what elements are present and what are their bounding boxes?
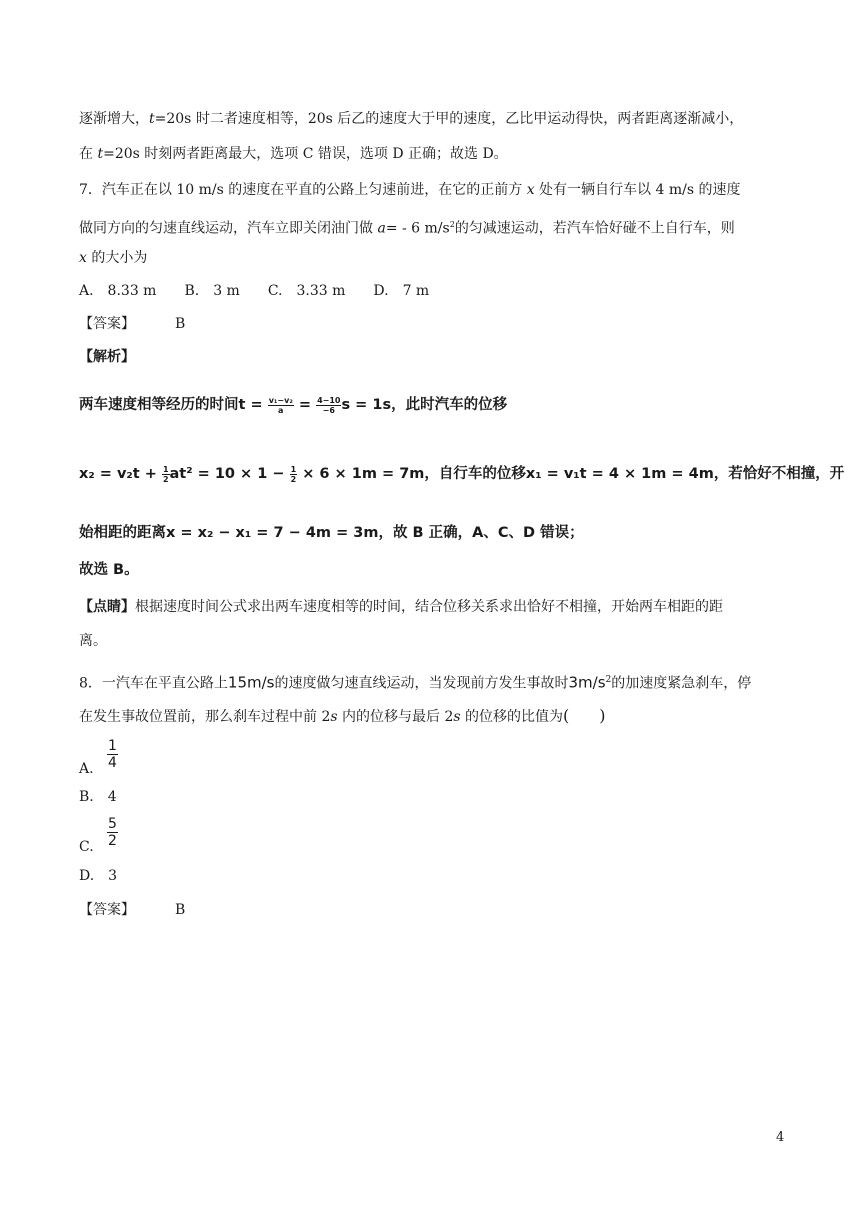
answer-label: 【答案】 — [79, 316, 135, 332]
equation: x₁ = v₁t = 4 × 1m = 4m — [525, 466, 714, 482]
text: 在 — [79, 146, 98, 162]
denominator: 4 — [108, 755, 117, 771]
text: = - 6 m/s — [385, 220, 450, 237]
q8-answer — [79, 900, 185, 920]
text: 的匀减速运动，若汽车恰好碰不上自行车，则 — [454, 220, 735, 237]
text: 内的位移与最后 2 — [337, 709, 454, 725]
equation: x = x₂ − x₁ = 7 − 4m = 3m — [166, 525, 379, 541]
text: 7．汽车正在以 10 m/s 的速度在平直的公路上匀速前进，在它的正前方 — [79, 182, 527, 198]
var-t: t — [97, 146, 104, 162]
superscript: 2 — [449, 220, 455, 229]
text: ，若恰好不相撞，开 — [713, 466, 845, 482]
numerator: 5 — [108, 816, 117, 832]
fraction — [162, 465, 170, 484]
q7-options: A. 8.33 m B. 3 m C. 3.33 m D. 7 m — [79, 283, 430, 299]
q7-solution-line-1 — [79, 393, 507, 417]
q8-option-d: D. 3 — [79, 868, 118, 884]
text: ，故 B 正确，A、C、D 错误； — [378, 525, 584, 541]
fraction — [268, 396, 294, 415]
numerator: 1 — [108, 738, 117, 754]
equation: s = 1s — [341, 397, 392, 413]
tip-label: 【点睛】 — [79, 599, 135, 615]
q6-analysis-line-1 — [79, 109, 743, 129]
page-number: 4 — [776, 1130, 785, 1145]
denominator: 2 — [162, 474, 169, 484]
q7-tip-line-2: 离。 — [79, 633, 107, 649]
text: 的加速度紧急刹车，停 — [611, 675, 752, 692]
q7-analysis-label: 【解析】 — [79, 349, 135, 365]
text: 的大小为 — [86, 250, 148, 266]
numerator: 1 — [290, 464, 297, 474]
text: 做同方向的匀速直线运动，汽车立即关闭油门做 — [79, 220, 378, 237]
var-x: x — [526, 182, 535, 198]
equation: x₂ = v₂t + — [79, 466, 162, 482]
denominator: 2 — [108, 833, 117, 849]
text: 的位移的比值为 — [460, 709, 563, 725]
fraction — [316, 396, 341, 415]
fraction — [107, 816, 118, 849]
var-t: t — [149, 111, 155, 127]
q7-stem-line-3 — [79, 248, 147, 268]
q8-stem-line-1 — [79, 670, 751, 694]
text: =20s 时二者速度相等，20s 后乙的速度大于甲的速度，乙比甲运动得快，两者距离逐渐减小， — [154, 111, 744, 127]
q7-tip-line-1 — [79, 597, 723, 617]
denominator: −6 — [322, 405, 335, 415]
q8-option-b: B. 4 — [79, 789, 117, 805]
text: 在发生事故位置前，那么刹车过程中前 2 — [79, 709, 331, 725]
var-s: s — [330, 709, 338, 725]
right-paren: ) — [599, 706, 606, 725]
denominator: a — [278, 405, 284, 415]
q7-solution-line-2 — [79, 462, 844, 486]
left-paren: ( — [563, 706, 570, 725]
q7-solution-line-4: 故选 B。 — [79, 562, 139, 578]
equation: at² = 10 × 1 − — [169, 466, 290, 482]
denominator: 2 — [290, 474, 297, 484]
q7-answer — [79, 314, 185, 334]
text: 逐渐增大， — [79, 111, 149, 127]
var-x: x — [79, 250, 87, 266]
var-a: a — [377, 220, 386, 237]
equation: × 6 × 1m = 7m — [297, 466, 425, 482]
numerator: 4−10 — [317, 395, 341, 405]
text: 8．一汽车在平直公路上 — [79, 675, 228, 692]
numerator: 1 — [162, 464, 169, 474]
math-acceleration: 3m/s — [568, 673, 606, 692]
text: 始相距的距离 — [79, 525, 166, 541]
answer-value: B — [175, 902, 186, 918]
numerator: v₁−v₂ — [268, 395, 293, 405]
q8-stem-line-2 — [79, 706, 606, 727]
text: 处有一辆自行车以 4 m/s 的速度 — [534, 182, 741, 198]
text: ，自行车的位移 — [424, 466, 526, 482]
answer-value: B — [175, 316, 186, 332]
math-speed: 15m/s — [227, 673, 275, 692]
option-label: C. — [79, 839, 94, 855]
superscript: 2 — [605, 675, 612, 685]
option-label: A. — [79, 761, 94, 777]
q7-solution-line-3 — [79, 523, 584, 543]
answer-label: 【答案】 — [79, 902, 135, 918]
text: =20s 时刻两者距离最大，选项 C 错误，选项 D 正确；故选 D。 — [103, 146, 508, 162]
text: ，此时汽车的位移 — [391, 397, 508, 413]
q6-analysis-line-2 — [79, 144, 508, 164]
text: 根据速度时间公式求出两车速度相等的时间，结合位移关系求出恰好不相撞，开始两车相距的距 — [135, 599, 723, 615]
var-s: s — [453, 709, 461, 725]
equation: t = — [238, 397, 268, 413]
equation: = — [293, 397, 317, 413]
fraction — [107, 738, 118, 771]
q7-stem-line-2 — [79, 215, 735, 239]
text: 的速度做匀速直线运动，当发现前方发生事故时 — [274, 675, 569, 692]
text: 两车速度相等经历的时间 — [79, 397, 239, 413]
q7-stem-line-1 — [79, 180, 741, 200]
